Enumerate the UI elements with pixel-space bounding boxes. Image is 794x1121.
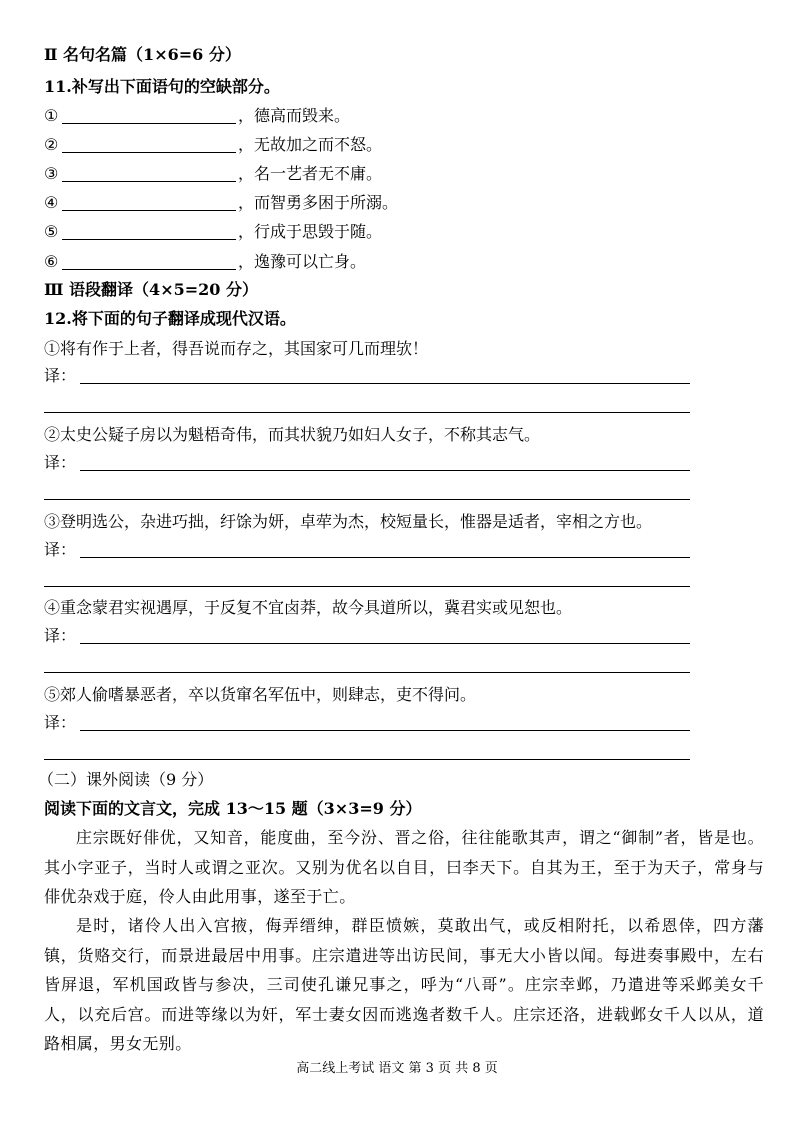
translate-sentence-2: ②太史公疑子房以为魁梧奇伟，而其状貌乃如妇人女子，不称其志气。: [44, 425, 541, 444]
translate-sentence-4: ④重念蒙君实视遇厚，于反复不宜卤莽，故今具道所以，冀君实或见恕也。: [44, 598, 573, 617]
answer-line[interactable]: [44, 499, 690, 500]
reading-section-heading: （二）课外阅读（9 分）: [38, 770, 214, 789]
passage-paragraph-2: 是时，诸伶人出入宫掖，侮弄缙绅，群臣愤嫉，莫敢出气，或反相附托，以希恩倖，四方藩镇，货赂交行，而景进最居中用事。庄宗遣进等出访民间，事无大小皆以闻。每进奏事殿中，左右皆屏退，军机国政皆与参决，三司使孔谦兄事之，呼为“八哥”。庄宗幸邺，乃遣进等采邺美女千人，以充后宫。而进等缘以为奸，军士妻女因而逃逸者数千人。庄宗还洛，进载邺女千人以从，道路相属，男女无别。: [44, 916, 764, 1053]
translate-sentence-3: ③登明选公，杂进巧拙，纡馀为妍，卓荦为杰，校短量长，惟器是适者，宰相之方也。: [44, 512, 653, 531]
translate-label: 译：: [44, 713, 77, 732]
item-number: ⑤: [44, 222, 59, 241]
translate-label: 译：: [44, 366, 77, 385]
page-footer: 高二线上考试 语文 第 3 页 共 8 页: [296, 1061, 498, 1076]
fill-blank-item: [44, 134, 382, 156]
item-number: ①: [44, 106, 59, 125]
item-number: ⑥: [44, 252, 59, 271]
answer-line[interactable]: [44, 586, 690, 587]
translate-label: 译：: [44, 540, 77, 559]
item-text: ，德高而毁来。: [238, 106, 351, 125]
item-number: ②: [44, 135, 59, 154]
question-11-title: 11.补写出下面语句的空缺部分。: [44, 77, 280, 96]
answer-line[interactable]: [44, 672, 690, 673]
item-text: ，而智勇多困于所溺。: [238, 193, 399, 212]
answer-line[interactable]: [80, 730, 690, 731]
item-text: ，逸豫可以亡身。: [238, 252, 367, 271]
fill-blank-item: [44, 192, 398, 214]
item-text: ，行成于思毁于随。: [238, 222, 383, 241]
question-12-title: 12.将下面的句子翻译成现代汉语。: [44, 309, 296, 328]
item-number: ④: [44, 193, 59, 212]
translate-label: 译：: [44, 453, 77, 472]
item-number: ③: [44, 164, 59, 183]
answer-blank[interactable]: [62, 192, 236, 211]
fill-blank-item: [44, 251, 366, 273]
answer-blank[interactable]: [62, 221, 236, 240]
item-text: ，名一艺者无不庸。: [238, 164, 383, 183]
answer-line[interactable]: [80, 643, 690, 644]
answer-blank[interactable]: [62, 163, 236, 182]
reading-instruction: 阅读下面的文言文，完成 13～15 题（3×3=9 分）: [44, 799, 422, 818]
translate-label: 译：: [44, 626, 77, 645]
answer-line[interactable]: [44, 412, 690, 413]
answer-blank[interactable]: [62, 251, 236, 270]
answer-line[interactable]: [80, 470, 690, 471]
fill-blank-item: [44, 105, 350, 127]
answer-blank[interactable]: [62, 134, 236, 153]
translate-sentence-5: ⑤郊人偷嗜暴恶者，卒以货窜名军伍中，则肆志，吏不得问。: [44, 685, 477, 704]
answer-line[interactable]: [80, 557, 690, 558]
section-2-heading: Ⅱ 名句名篇（1×6=6 分）: [44, 45, 241, 64]
translate-sentence-1: ①将有作于上者，得吾说而存之，其国家可几而理欤！: [44, 339, 429, 358]
answer-line[interactable]: [44, 759, 690, 760]
section-3-heading: Ⅲ 语段翻译（4×5=20 分）: [44, 280, 258, 299]
passage-paragraph-1: 庄宗既好俳优，又知音，能度曲，至今汾、晋之俗，往往能歌其声，谓之“御制”者，皆是也。其小字亚子，当时人或谓之亚次。又别为优名以自目，曰李天下。自其为王，至于为天子，常身与俳优杂戏于庭，伶人由此用事，遂至于亡。: [44, 828, 764, 906]
fill-blank-item: [44, 163, 382, 185]
fill-blank-item: [44, 221, 382, 243]
answer-blank[interactable]: [62, 105, 236, 124]
item-text: ，无故加之而不怒。: [238, 135, 383, 154]
answer-line[interactable]: [80, 383, 690, 384]
